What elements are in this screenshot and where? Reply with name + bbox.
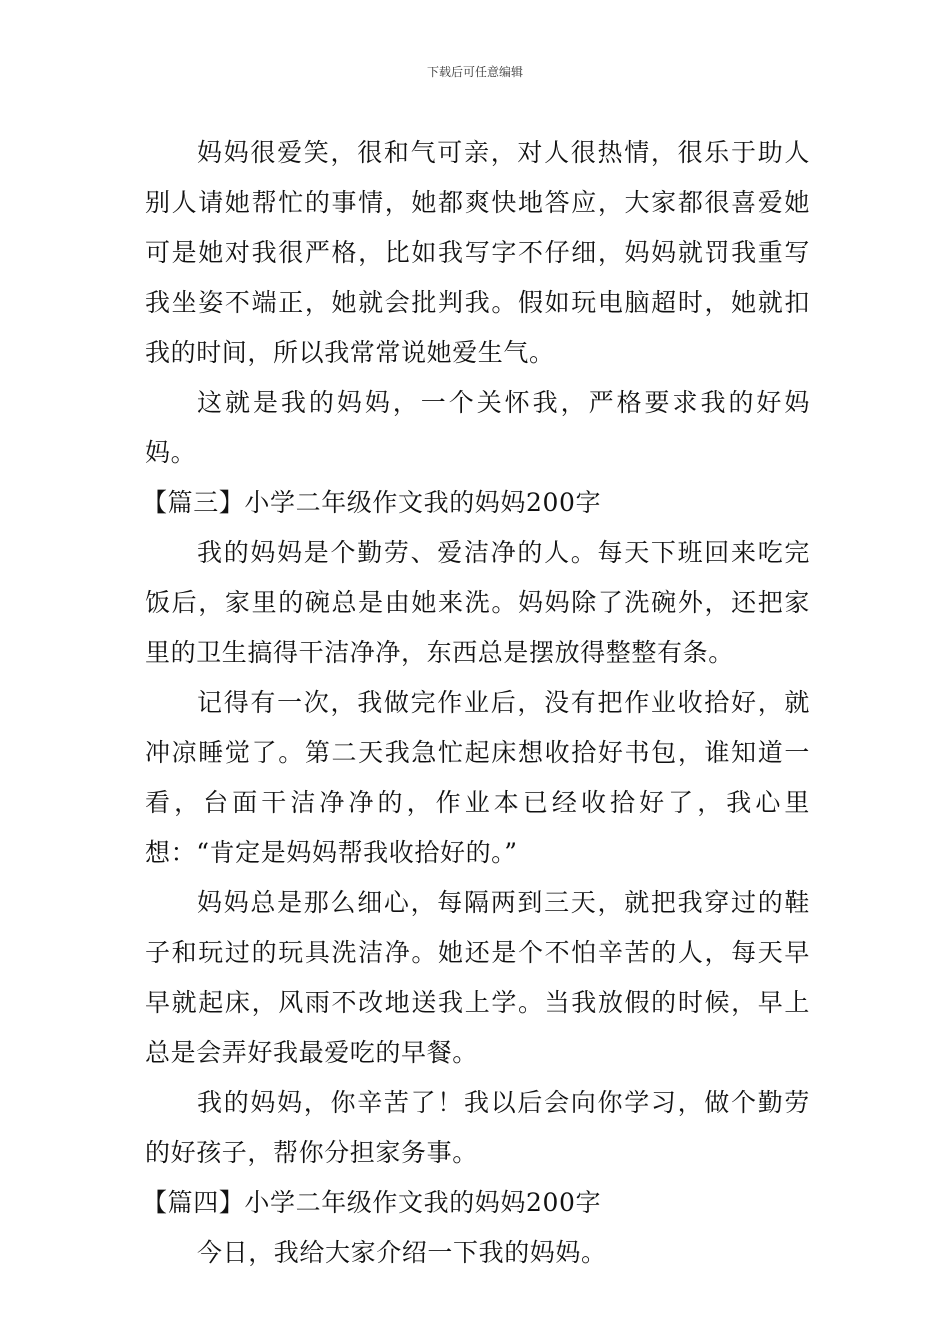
paragraph: 记得有一次，我做完作业后，没有把作业收拾好，就冲凉睡觉了。第二天我急忙起床想收拾好书包，谁知道一看，台面干洁净净的，作业本已经收拾好了，我心里想：“肯定是妈妈帮我收拾好的。”: [145, 688, 810, 867]
page-header: 下载后可任意编辑: [426, 65, 523, 79]
paragraph: 妈妈总是那么细心，每隔两到三天，就把我穿过的鞋子和玩过的玩具洗洁净。她还是个不怕辛苦的人，每天早早就起床，风雨不改地送我上学。当我放假的时候，早上总是会弄好我最爱吃的早餐。: [145, 888, 810, 1067]
paragraph: 这就是我的妈妈，一个关怀我，严格要求我的好妈妈。: [145, 388, 810, 467]
section-heading: 【篇四】小学二年级作文我的妈妈200字: [142, 1188, 602, 1217]
paragraph: 妈妈很爱笑，很和气可亲，对人很热情，很乐于助人别人请她帮忙的事情，她都爽快地答应，大家都很喜爱她可是她对我很严格，比如我写字不仔细，妈妈就罚我重写我坐姿不端正，她就会批判我。假如玩电脑超时，她就扣我的时间，所以我常常说她爱生气。: [145, 138, 810, 367]
paragraph: 我的妈妈，你辛苦了！我以后会向你学习，做个勤劳的好孩子，帮你分担家务事。: [145, 1088, 810, 1167]
paragraph: 今日，我给大家介绍一下我的妈妈。: [197, 1238, 607, 1267]
document-body: [142, 128, 810, 1278]
paragraph: 我的妈妈是个勤劳、爱洁净的人。每天下班回来吃完饭后，家里的碗总是由她来洗。妈妈除了洗碗外，还把家里的卫生搞得干洁净净，东西总是摆放得整整有条。: [145, 538, 810, 667]
section-heading: 【篇三】小学二年级作文我的妈妈200字: [142, 488, 602, 517]
